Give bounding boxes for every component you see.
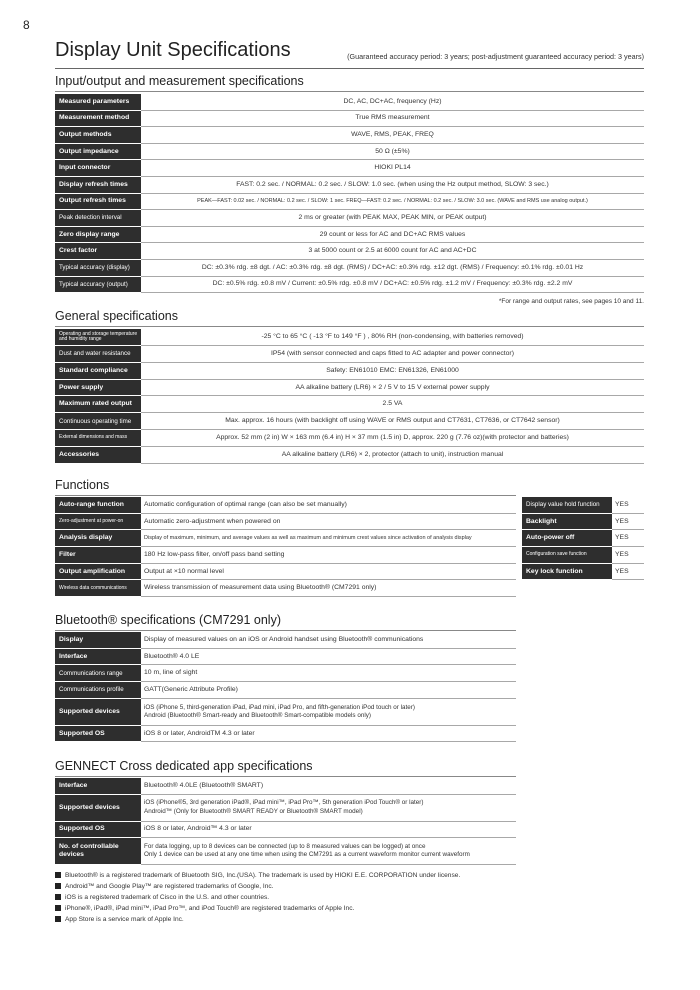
gennect-spec-table	[55, 778, 516, 865]
spec-label: Accessories	[55, 447, 141, 464]
function-label: Backlight	[522, 514, 612, 531]
page-title: Display Unit Specifications	[55, 39, 291, 61]
spec-value: AA alkaline battery (LR6) × 2, protector (attach to unit), instruction manual	[141, 447, 644, 464]
table-row	[55, 329, 644, 346]
spec-value: AA alkaline battery (LR6) × 2 / 5 V to 15 V external power supply	[141, 380, 644, 397]
footnote-text: Android™ and Google Play™ are registered trademarks of Google, Inc.	[65, 883, 274, 890]
table-row	[55, 682, 516, 699]
accuracy-period-note: (Guaranteed accuracy period: 3 years; post-adjustment guaranteed accuracy period: 3 years)	[347, 52, 644, 61]
spec-label: Communications profile	[55, 682, 141, 699]
spec-label: Communications range	[55, 665, 141, 682]
table-row	[55, 447, 644, 464]
spec-label: Typical accuracy (output)	[55, 277, 141, 294]
table-row	[55, 795, 516, 822]
table-row	[55, 177, 644, 194]
table-row	[55, 838, 516, 865]
table-row	[55, 778, 516, 795]
spec-value-line: For data logging, up to 8 devices can be connected (up to 8 measured values can be logged) at once	[144, 842, 426, 850]
footnote-text: Bluetooth® is a registered trademark of Bluetooth SIG, Inc.(USA). The trademark is used by HIOKI E.E. CORPORATION under license.	[65, 872, 461, 879]
function-value: Display of maximum, minimum, and average values as well as maximum and minimum crest values since activation of analysis display	[141, 530, 516, 547]
io-section-divider	[55, 91, 644, 92]
bullet-square-icon	[55, 905, 61, 911]
table-row	[55, 396, 644, 413]
functions-side-table	[522, 497, 644, 580]
functions-section-heading: Functions	[55, 478, 110, 492]
spec-label: Typical accuracy (display)	[55, 260, 141, 277]
table-row	[55, 497, 516, 514]
table-row	[55, 726, 516, 743]
table-row	[522, 514, 644, 531]
trademark-footnotes	[55, 870, 460, 925]
function-value: YES	[612, 497, 644, 514]
spec-label: Output methods	[55, 127, 141, 144]
footnote	[55, 914, 460, 925]
spec-value: IP54 (with sensor connected and caps fitted to AC adapter and power connector)	[141, 346, 644, 363]
function-value: YES	[612, 564, 644, 581]
footnote	[55, 892, 460, 903]
bullet-square-icon	[55, 872, 61, 878]
bluetooth-spec-table	[55, 632, 516, 742]
spec-label: Dust and water resistance	[55, 346, 141, 363]
footnote-text: iPhone®, iPad®, iPad mini™, iPad Pro™, and iPod Touch® are registered trademarks of Apple Inc.	[65, 905, 355, 912]
spec-value: 29 count or less for AC and DC+AC RMS values	[141, 227, 644, 244]
function-label: Configuration save function	[522, 547, 612, 564]
table-row	[522, 530, 644, 547]
bluetooth-section-divider	[55, 630, 516, 631]
table-row	[55, 514, 516, 531]
footnote	[55, 903, 460, 914]
table-row	[55, 380, 644, 397]
spec-value: -25 °C to 65 °C ( -13 °F to 149 °F ) , 80% RH (non-condensing, with batteries removed)	[141, 329, 644, 346]
spec-value: Approx. 52 mm (2 in) W × 163 mm (6.4 in) H × 37 mm (1.5 in) D, approx. 220 g (7.76 oz)(with protector and batteries)	[141, 430, 644, 447]
table-row	[55, 665, 516, 682]
spec-label: Power supply	[55, 380, 141, 397]
spec-label: Operating and storage temperature and humidity range	[55, 329, 141, 346]
spec-label: No. of controllable devices	[55, 838, 141, 865]
io-spec-table	[55, 94, 644, 293]
table-row	[55, 144, 644, 161]
gennect-section-divider	[55, 776, 516, 777]
spec-value-line: Only 1 device can be used at any one time when using the CM7291 as a current waveform monitor current waveform	[144, 851, 470, 858]
spec-value: DC, AC, DC+AC, frequency (Hz)	[141, 94, 644, 111]
spec-value: iOS 8 or later, Android™ 4.3 or later	[141, 822, 516, 839]
function-label: Key lock function	[522, 564, 612, 581]
table-row	[55, 632, 516, 649]
spec-value: HIOKI PL14	[141, 160, 644, 177]
spec-label: Measured parameters	[55, 94, 141, 111]
function-label: Auto-power off	[522, 530, 612, 547]
spec-label: Supported OS	[55, 726, 141, 743]
spec-label: External dimensions and mass	[55, 430, 141, 447]
function-value: YES	[612, 547, 644, 564]
spec-label: Display	[55, 632, 141, 649]
table-row	[55, 564, 516, 581]
general-spec-table	[55, 329, 644, 464]
spec-value: Display of measured values on an iOS or Android handset using Bluetooth® communications	[141, 632, 516, 649]
spec-value: Bluetooth® 4.0 LE	[141, 649, 516, 666]
spec-value	[141, 838, 516, 865]
bullet-square-icon	[55, 916, 61, 922]
bullet-square-icon	[55, 894, 61, 900]
function-value: Automatic configuration of optimal range (can also be set manually)	[141, 497, 516, 514]
spec-label: Peak detection interval	[55, 210, 141, 227]
function-label: Auto-range function	[55, 497, 141, 514]
gennect-section-heading: GENNECT Cross dedicated app specifications	[55, 759, 313, 773]
title-divider	[55, 68, 644, 69]
spec-value: WAVE, RMS, PEAK, FREQ	[141, 127, 644, 144]
spec-value: 2 ms or greater (with PEAK MAX, PEAK MIN, or PEAK output)	[141, 210, 644, 227]
spec-value: DC: ±0.3% rdg. ±8 dgt. / AC: ±0.3% rdg. ±8 dgt. (RMS) / DC+AC: ±0.3% rdg. ±12 dgt. (RMS) / Frequency: ±0.1% rdg. ±0.01 Hz	[141, 260, 644, 277]
spec-value-line: Android™ (Only for Bluetooth® SMART READY or Bluetooth® SMART model)	[144, 807, 363, 815]
spec-label: Supported devices	[55, 795, 141, 822]
table-row	[55, 699, 516, 726]
footnote-text: iOS is a registered trademark of Cisco in the U.S. and other countries.	[65, 894, 270, 901]
spec-value: 10 m, line of sight	[141, 665, 516, 682]
bluetooth-section-heading: Bluetooth® specifications (CM7291 only)	[55, 613, 281, 627]
table-row	[55, 227, 644, 244]
spec-label: Output impedance	[55, 144, 141, 161]
table-row	[55, 94, 644, 111]
footnote	[55, 881, 460, 892]
bullet-square-icon	[55, 883, 61, 889]
spec-value	[141, 795, 516, 822]
spec-label: Interface	[55, 649, 141, 666]
table-row	[55, 822, 516, 839]
spec-value: FAST: 0.2 sec. / NORMAL: 0.2 sec. / SLOW: 1.0 sec. (when using the Hz output method, SLOW: 3 sec.)	[141, 177, 644, 194]
table-row	[55, 127, 644, 144]
spec-label: Output refresh times	[55, 194, 141, 211]
spec-value-line: iOS (iPhone 5, third-generation iPad, iPad mini, iPad Pro, and fifth-generation iPod touch or later)	[144, 703, 415, 711]
io-section-heading: Input/output and measurement specifications	[55, 74, 304, 88]
table-row	[55, 160, 644, 177]
spec-label: Input connector	[55, 160, 141, 177]
general-section-heading: General specifications	[55, 309, 178, 323]
table-row	[55, 649, 516, 666]
spec-value: DC: ±0.5% rdg. ±0.8 mV / Current: ±0.5% rdg. ±0.8 mV / DC+AC: ±0.5% rdg. ±1.2 mV / Frequency: ±0.3% rdg. ±2.2 mV	[141, 277, 644, 294]
function-label: Wireless data communications	[55, 580, 141, 597]
footnote	[55, 870, 460, 881]
function-value: Automatic zero-adjustment when powered on	[141, 514, 516, 531]
table-row	[55, 194, 644, 211]
page-number: 8	[23, 18, 30, 32]
spec-label: Supported OS	[55, 822, 141, 839]
spec-value: 50 Ω (±5%)	[141, 144, 644, 161]
spec-label: Crest factor	[55, 243, 141, 260]
spec-value: True RMS measurement	[141, 111, 644, 128]
table-row	[55, 413, 644, 430]
function-value: Wireless transmission of measurement data using Bluetooth® (CM7291 only)	[141, 580, 516, 597]
spec-value: PEAK—FAST: 0.02 sec. / NORMAL: 0.2 sec. / SLOW: 1 sec. FREQ—FAST: 0.2 sec. / NORMAL: 0.2 sec. / SLOW: 3.0 sec. (WAVE and RMS use analog output.)	[141, 194, 644, 211]
table-row	[55, 346, 644, 363]
spec-value: 2.5 VA	[141, 396, 644, 413]
table-row	[522, 497, 644, 514]
function-value: YES	[612, 514, 644, 531]
function-value: 180 Hz low-pass filter, on/off pass band setting	[141, 547, 516, 564]
spec-label: Standard compliance	[55, 363, 141, 380]
table-row	[55, 580, 516, 597]
table-row	[55, 277, 644, 294]
table-row	[55, 243, 644, 260]
table-row	[522, 547, 644, 564]
spec-label: Display refresh times	[55, 177, 141, 194]
table-row	[522, 564, 644, 581]
range-note: *For range and output rates, see pages 10 and 11.	[498, 298, 644, 305]
spec-value-line: iOS (iPhone®5, 3rd generation iPad®, iPad mini™, iPad Pro™, 5th generation iPod Touch® or later)	[144, 799, 424, 807]
function-value: Output at ×10 normal level	[141, 564, 516, 581]
function-label: Output amplification	[55, 564, 141, 581]
table-row	[55, 430, 644, 447]
function-label: Display value hold function	[522, 497, 612, 514]
function-label: Analysis display	[55, 530, 141, 547]
footnote-text: App Store is a service mark of Apple Inc.	[65, 916, 184, 923]
spec-value: Max. approx. 16 hours (with backlight off using WAVE or RMS output and CT7631, CT7636, or CT7642 sensor)	[141, 413, 644, 430]
spec-value: 3 at 5000 count or 2.5 at 6000 count for AC and AC+DC	[141, 243, 644, 260]
function-label: Zero-adjustment at power-on	[55, 514, 141, 531]
spec-value	[141, 699, 516, 726]
spec-label: Maximum rated output	[55, 396, 141, 413]
spec-label: Zero display range	[55, 227, 141, 244]
spec-label: Measurement method	[55, 111, 141, 128]
function-label: Filter	[55, 547, 141, 564]
table-row	[55, 363, 644, 380]
spec-value: Bluetooth® 4.0LE (Bluetooth® SMART)	[141, 778, 516, 795]
functions-table	[55, 497, 516, 597]
spec-value-line: Android (Bluetooth® Smart-ready and Bluetooth® Smart-compatible models only)	[144, 711, 371, 719]
spec-value: GATT(Generic Attribute Profile)	[141, 682, 516, 699]
table-row	[55, 210, 644, 227]
function-value: YES	[612, 530, 644, 547]
table-row	[55, 547, 516, 564]
table-row	[55, 530, 516, 547]
spec-value: iOS 8 or later, AndroidTM 4.3 or later	[141, 726, 516, 743]
spec-label: Supported devices	[55, 699, 141, 726]
table-row	[55, 260, 644, 277]
spec-value: Safety: EN61010 EMC: EN61326, EN61000	[141, 363, 644, 380]
functions-section-divider	[55, 495, 516, 496]
general-section-divider	[55, 326, 644, 327]
spec-label: Continuous operating time	[55, 413, 141, 430]
spec-label: Interface	[55, 778, 141, 795]
table-row	[55, 111, 644, 128]
